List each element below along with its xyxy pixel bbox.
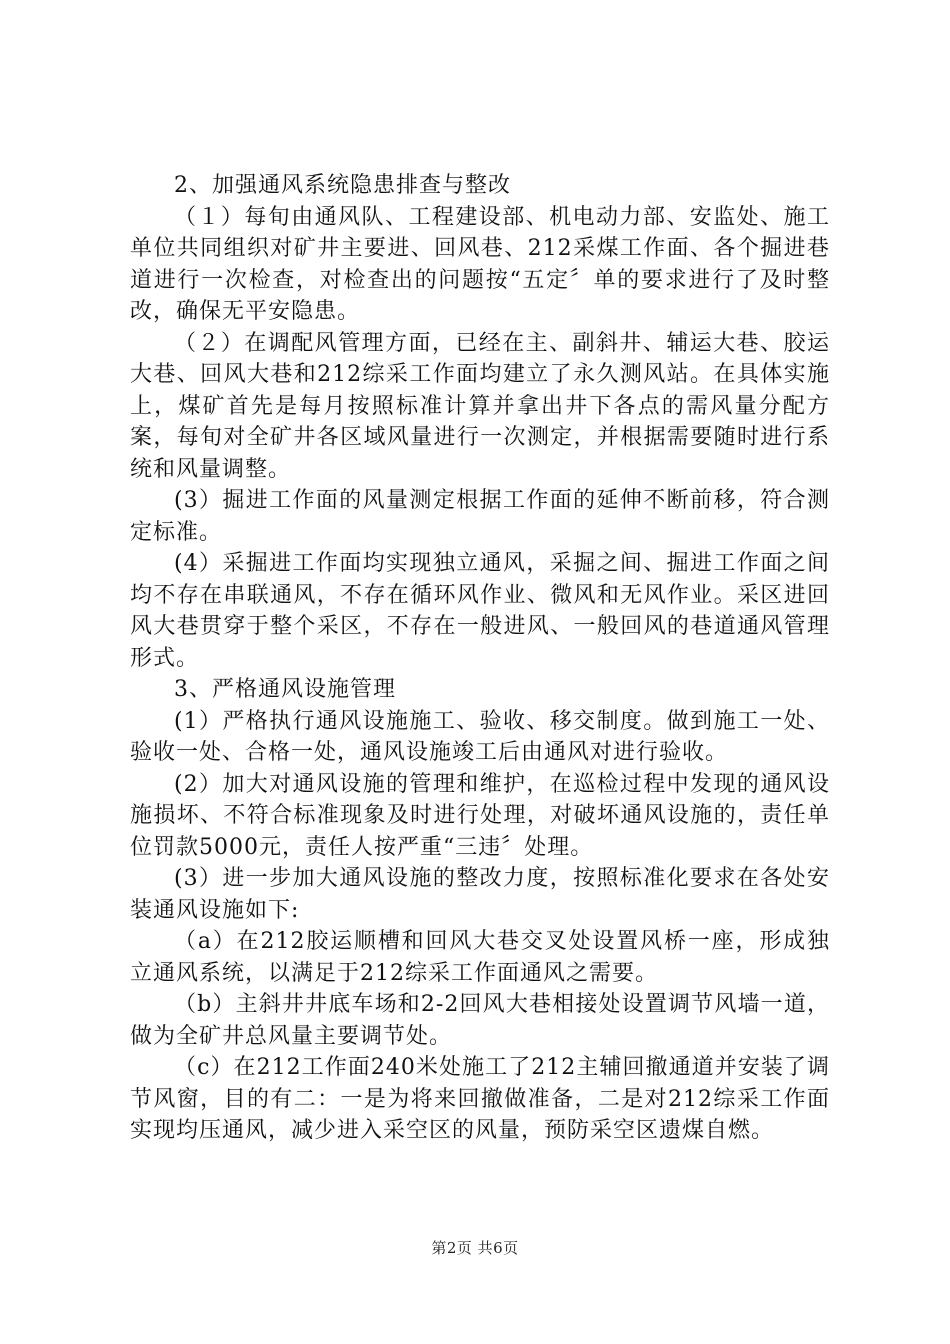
paragraph-2-4: (4）采掘进工作面均实现独立通风，采掘之间、掘进工作面之间均不存在串联通风，不存在循环风作业、微风和无风作业。采区进回风大巷贯穿于整个采区，不存在一般进风、一般回风的巷道通风管理形式。 xyxy=(130,551,830,671)
document-body xyxy=(130,170,830,1147)
paragraph-3-1: (1）严格执行通风设施施工、验收、移交制度。做到施工一处、验收一处、合格一处，通风设施竣工后由通风对进行验收。 xyxy=(130,708,830,765)
paragraph-3-3-b: （b）主斜井井底车场和2-2回风大巷相接处设置调节风墙一道，做为全矿井总风量主要调节处。 xyxy=(130,992,830,1049)
page-footer: 第2页 共6页 xyxy=(431,1239,519,1257)
paragraph-2-3: (3）掘进工作面的风量测定根据工作面的延伸不断前移，符合测定标准。 xyxy=(130,488,830,545)
paragraph-3-3: (3）进一步加大通风设施的整改力度，按照标准化要求在各处安装通风设施如下: xyxy=(130,866,830,923)
paragraph-2-2: （２）在调配风管理方面，已经在主、副斜井、辅运大巷、胶运大巷、回风大巷和212综采工作面均建立了永久测风站。在具体实施上，煤矿首先是每月按照标准计算并拿出井下各点的需风量分配方案，每旬对全矿井各区域风量进行一次测定，并根据需要随时进行系统和风量调整。 xyxy=(130,330,830,482)
paragraph-3-3-c: （c）在212工作面240米处施工了212主辅回撤通道并安装了调节风窗，目的有二：一是为将来回撤做准备，二是对212综采工作面实现均压通风，减少进入采空区的风量，预防采空区遗煤自燃。 xyxy=(130,1055,830,1143)
paragraph-3-3-a: （a）在212胶运顺槽和回风大巷交叉处设置风桥一座，形成独立通风系统，以满足于212综采工作面通风之需要。 xyxy=(130,929,830,986)
paragraph-3-2: (2）加大对通风设施的管理和维护，在巡检过程中发现的通风设施损坏、不符合标准现象及时进行处理，对破坏通风设施的，责任单位罚款5000元，责任人按严重“三违〞处理。 xyxy=(130,771,830,860)
section-heading-2: 2、加强通风系统隐患排查与整改 xyxy=(174,173,511,198)
section-heading-3: 3、严格通风设施管理 xyxy=(174,677,396,702)
paragraph-2-1: （１）每旬由通风队、工程建设部、机电动力部、安监处、施工单位共同组织对矿井主要进、回风巷、212采煤工作面、各个掘进巷道进行一次检查，对检查出的问题按“五定〞单的要求进行了及时整改，确保无平安隐患。 xyxy=(130,204,830,324)
